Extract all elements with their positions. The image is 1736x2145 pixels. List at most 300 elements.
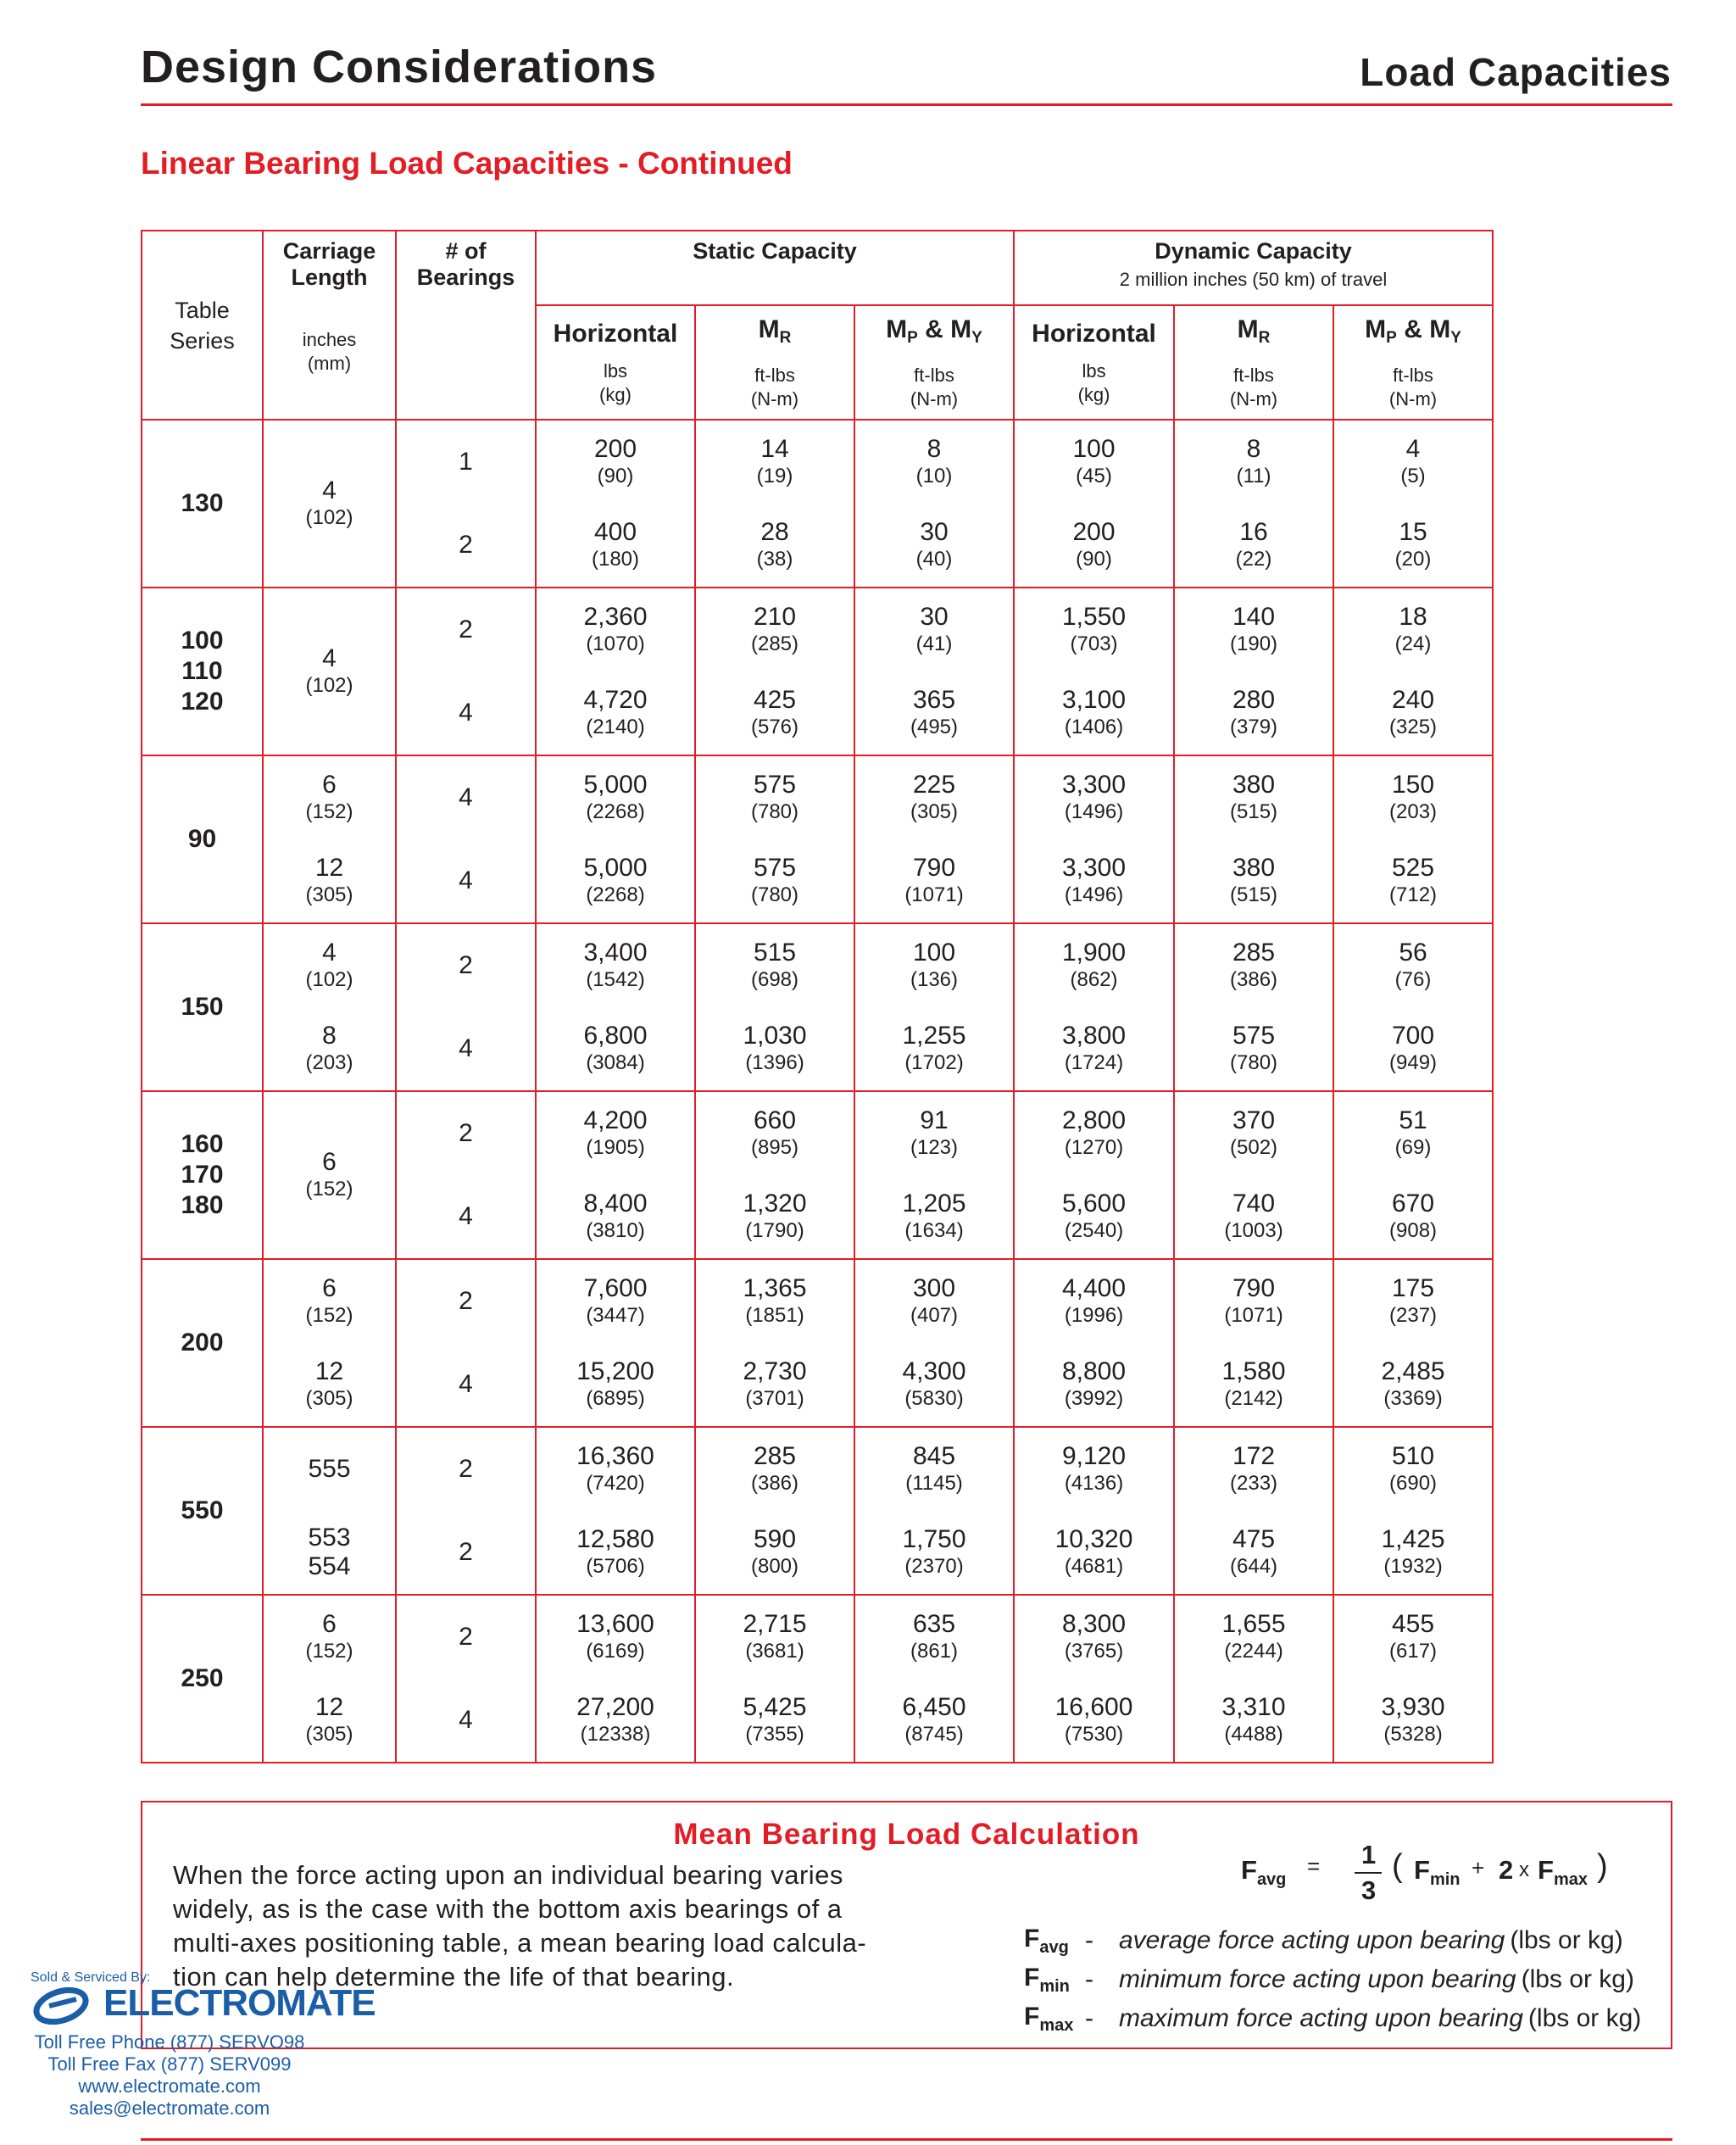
capacity-value: [855, 1343, 1013, 1426]
capacity-metric: (690): [1389, 1472, 1438, 1495]
capacity-imperial: 700: [1391, 1022, 1435, 1050]
capacity-imperial: 6,800: [583, 1022, 648, 1050]
capacity-imperial: 4,300: [902, 1357, 966, 1385]
capacity-imperial: 1,655: [1221, 1610, 1286, 1638]
carriage-inches: 553: [308, 1524, 351, 1552]
carriage-inches: 6: [322, 1610, 337, 1638]
capacity-value: [1334, 924, 1492, 1007]
capacity-value: [1175, 924, 1333, 1007]
calc-description: When the force acting upon an individual bearing varies widely, as is the case with the bottom axis bearings of a multi-axes positioning table, a mean bearing load calcula-tion can help determine the life of that bearing.: [173, 1860, 867, 1992]
capacity-metric: (861): [910, 1640, 959, 1663]
capacity-value: [1175, 588, 1333, 671]
capacity-value: [1175, 756, 1333, 839]
capacity-value: [1334, 1092, 1492, 1175]
capacity-value: [1334, 421, 1492, 504]
capacity-metric: (386): [750, 1472, 799, 1495]
capacity-imperial: 200: [593, 435, 637, 463]
capacity-metric: (1396): [745, 1051, 804, 1074]
capacity-metric: (3084): [586, 1051, 645, 1074]
dynamic-mpmy-cell: [1333, 1259, 1493, 1427]
capacity-metric: (407): [910, 1304, 959, 1327]
capacity-metric: (6895): [586, 1387, 645, 1410]
static-mr-cell: [695, 420, 854, 588]
capacity-metric: (780): [750, 883, 799, 906]
capacity-metric: (41): [915, 632, 953, 655]
capacity-imperial: 2,715: [743, 1610, 807, 1638]
capacity-metric: (123): [910, 1136, 959, 1159]
capacity-value: [1015, 1596, 1173, 1679]
capacity-value: [537, 1596, 694, 1679]
dynamic-horizontal-cell: [1014, 1259, 1174, 1427]
header-static-mr: [695, 305, 854, 420]
capacity-metric: (644): [1230, 1555, 1278, 1578]
bearing-count: 2: [459, 951, 473, 979]
capacity-value: [537, 588, 694, 671]
capacity-metric: (1634): [904, 1219, 964, 1242]
static-horizontal-cell: [536, 1259, 695, 1427]
capacity-metric: (1406): [1064, 716, 1124, 738]
capacity-imperial: 15,200: [576, 1357, 654, 1385]
capacity-imperial: 380: [1232, 771, 1276, 799]
header-horizontal-label: Horizontal: [1032, 319, 1156, 348]
capacity-value: [855, 671, 1013, 755]
capacity-value: [1175, 504, 1333, 587]
static-mr-cell: [695, 1091, 854, 1259]
capacity-imperial: 660: [753, 1106, 797, 1134]
definition-dash: -: [1085, 1926, 1093, 1954]
header-unit-nm: (N-m): [1388, 387, 1438, 410]
capacity-value: [1015, 1260, 1173, 1343]
bearing-count: 1: [459, 448, 473, 476]
capacity-metric: (2540): [1064, 1219, 1124, 1242]
capacity-metric: (1724): [1064, 1051, 1124, 1074]
capacity-imperial: 5,425: [743, 1693, 807, 1721]
header-table-series: [142, 231, 263, 420]
capacity-metric: (10): [915, 465, 953, 488]
definition-text: maximum force acting upon bearing: [1119, 2004, 1523, 2032]
static-mpmy-cell: [854, 1091, 1014, 1259]
capacity-metric: (6169): [586, 1640, 645, 1663]
header-unit-kg: (kg): [1077, 383, 1110, 405]
header-carriage-line2: Length: [291, 265, 368, 290]
carriage-length-cell: [263, 588, 396, 755]
formula-lparen: (: [1392, 1848, 1403, 1884]
series-label: 200: [181, 1329, 224, 1357]
static-mpmy-cell: [854, 1259, 1014, 1427]
capacity-imperial: 1,365: [743, 1274, 807, 1302]
capacity-value: [696, 421, 854, 504]
table-group-row: [142, 588, 1493, 755]
capacity-imperial: 790: [1232, 1274, 1276, 1302]
capacity-imperial: 14: [760, 435, 789, 463]
capacity-value: [696, 1343, 854, 1426]
capacity-imperial: 590: [753, 1525, 797, 1553]
table-section-heading: Linear Bearing Load Capacities - Continued: [141, 146, 793, 181]
dynamic-horizontal-cell: [1014, 1091, 1174, 1259]
capacity-imperial: 30: [920, 603, 949, 631]
electromate-logo: ELECTROMATE: [103, 1982, 376, 2024]
header-carriage-length: [263, 231, 396, 420]
capacity-value: [1175, 1007, 1333, 1090]
header-dynamic-note: 2 million inches (50 km) of travel: [1119, 269, 1388, 290]
static-horizontal-cell: [536, 923, 695, 1091]
capacity-metric: (1003): [1224, 1219, 1283, 1242]
capacity-imperial: 2,730: [743, 1357, 807, 1385]
capacity-value: [855, 1007, 1013, 1090]
capacity-value: [537, 1007, 694, 1090]
bearings-cell: [396, 1091, 536, 1259]
bearing-count: 2: [459, 1287, 473, 1315]
capacity-imperial: 285: [1232, 939, 1276, 967]
capacity-imperial: 1,425: [1381, 1525, 1445, 1553]
load-capacity-table-container: [141, 230, 1494, 1763]
capacity-value: [855, 756, 1013, 839]
header-unit-ftlbs: ft-lbs: [1393, 364, 1433, 386]
capacity-imperial: 56: [1399, 939, 1427, 967]
capacity-imperial: 525: [1391, 854, 1435, 882]
capacity-metric: (800): [750, 1555, 799, 1578]
series-cell: [142, 1259, 263, 1427]
capacity-metric: (180): [591, 548, 640, 571]
series-label: 90: [187, 825, 217, 853]
bearings-cell: [396, 1259, 536, 1427]
capacity-metric: (7420): [586, 1472, 645, 1495]
formula-equals: =: [1307, 1853, 1321, 1879]
series-label: 110: [181, 657, 223, 685]
capacity-imperial: 575: [1232, 1022, 1276, 1050]
capacity-metric: (5328): [1383, 1723, 1443, 1746]
table-group-row: [142, 1427, 1493, 1595]
capacity-metric: (7355): [745, 1723, 804, 1746]
carriage-length-cell: [263, 1427, 396, 1595]
capacity-value: [696, 1511, 854, 1594]
capacity-imperial: 515: [753, 939, 797, 967]
header-carriage-unit-in: inches: [302, 329, 357, 350]
header-unit-ftlbs: ft-lbs: [1233, 364, 1274, 386]
capacity-value: [1334, 1343, 1492, 1426]
capacity-value: [537, 756, 694, 839]
capacity-value: [696, 1175, 854, 1258]
series-label: 100: [181, 627, 224, 655]
capacity-imperial: 100: [1072, 435, 1116, 463]
header-static-mpmy: [854, 305, 1014, 420]
carriage-inches: 554: [308, 1552, 351, 1580]
formula-favg: $F_{avg}$: [1241, 1855, 1287, 1890]
carriage-inches: 12: [314, 854, 344, 882]
static-mpmy-cell: [854, 1427, 1014, 1595]
capacity-metric: (1996): [1064, 1304, 1124, 1327]
capacity-metric: (5): [1400, 465, 1426, 488]
capacity-value: [1175, 1343, 1333, 1426]
capacity-imperial: 1,550: [1061, 603, 1127, 631]
capacity-imperial: 6,450: [902, 1693, 966, 1721]
bearing-count: 4: [459, 1202, 473, 1230]
capacity-value: [1334, 1511, 1492, 1594]
dynamic-mr-cell: [1174, 923, 1333, 1091]
header-dynamic-label: Dynamic Capacity: [1155, 238, 1352, 264]
capacity-imperial: 300: [912, 1274, 956, 1302]
definition-text: average force acting upon bearing: [1119, 1926, 1505, 1954]
capacity-imperial: 635: [912, 1610, 956, 1638]
capacity-metric: (5830): [904, 1387, 964, 1410]
carriage-length-cell: [263, 755, 396, 923]
dynamic-mpmy-cell: [1333, 755, 1493, 923]
capacity-value: [696, 588, 854, 671]
capacity-metric: (305): [910, 800, 959, 823]
capacity-imperial: 5,600: [1061, 1190, 1127, 1217]
bearing-count: 2: [459, 1623, 473, 1651]
website-link[interactable]: www.electromate.com: [78, 2075, 261, 2097]
capacity-metric: (22): [1235, 548, 1272, 571]
capacity-metric: (1070): [586, 632, 645, 655]
capacity-metric: (90): [597, 465, 634, 488]
header-series-line1: Table: [175, 297, 230, 323]
capacity-metric: (495): [910, 716, 959, 738]
dynamic-mr-cell: [1174, 755, 1333, 923]
capacity-value: [1175, 839, 1333, 922]
header-unit-ftlbs: ft-lbs: [914, 364, 954, 386]
table-body: [142, 420, 1493, 1763]
capacity-value: [537, 1260, 694, 1343]
table-group-row: [142, 1595, 1493, 1763]
series-label: 160: [181, 1130, 224, 1158]
capacity-imperial: 400: [593, 518, 637, 546]
capacity-imperial: 790: [912, 854, 956, 882]
capacity-imperial: 91: [920, 1106, 949, 1134]
capacity-metric: (2244): [1224, 1640, 1283, 1663]
capacity-imperial: 28: [760, 518, 789, 546]
capacity-metric: (11): [1236, 465, 1271, 488]
capacity-value: [537, 1428, 694, 1511]
capacity-value: [1015, 1007, 1173, 1090]
capacity-metric: (3681): [745, 1640, 804, 1663]
formula-fmin: $F_{min}$: [1414, 1855, 1461, 1890]
capacity-value: [855, 1260, 1013, 1343]
capacity-value: [696, 756, 854, 839]
definition-unit: (lbs or kg): [1521, 1965, 1634, 1993]
static-mr-cell: [695, 923, 854, 1091]
capacity-imperial: 1,205: [902, 1190, 966, 1217]
capacity-value: [696, 1007, 854, 1090]
series-cell: [142, 588, 263, 755]
capacity-value: [537, 1511, 694, 1594]
capacity-imperial: 7,600: [583, 1274, 648, 1302]
capacity-metric: (1702): [904, 1051, 964, 1074]
header-mr-label: $M_R$: [758, 315, 792, 347]
carriage-mm: (152): [305, 1640, 353, 1663]
capacity-metric: (1270): [1064, 1136, 1124, 1159]
capacity-imperial: 10,320: [1054, 1525, 1133, 1553]
capacity-value: [855, 421, 1013, 504]
capacity-metric: (325): [1389, 716, 1438, 738]
definition-symbol: $F_{max}$: [1024, 2002, 1074, 2035]
capacity-value: [537, 924, 694, 1007]
series-cell: [142, 1595, 263, 1763]
carriage-mm: (305): [305, 883, 353, 906]
series-cell: [142, 1091, 263, 1259]
dynamic-horizontal-cell: [1014, 588, 1174, 755]
dynamic-mr-cell: [1174, 1427, 1333, 1595]
dynamic-mpmy-cell: [1333, 1091, 1493, 1259]
capacity-imperial: 3,300: [1061, 771, 1127, 799]
carriage-length-entry: [264, 1260, 395, 1343]
capacity-metric: (2140): [586, 716, 645, 738]
capacity-metric: (712): [1389, 883, 1438, 906]
capacity-value: [855, 1428, 1013, 1511]
capacity-metric: (285): [750, 632, 799, 655]
definition-symbol: $F_{min}$: [1024, 1963, 1070, 1996]
carriage-length-cell: [263, 420, 396, 588]
toll-free-phone: Toll Free Phone (877) SERVO98: [34, 2031, 305, 2053]
capacity-value: [537, 839, 694, 922]
capacity-imperial: 2,360: [583, 603, 648, 631]
capacity-imperial: 1,580: [1221, 1357, 1286, 1385]
series-label: 120: [181, 688, 224, 716]
capacity-metric: (40): [915, 548, 953, 571]
capacity-metric: (45): [1076, 465, 1112, 488]
static-mr-cell: [695, 755, 854, 923]
capacity-metric: (949): [1389, 1051, 1438, 1074]
bearings-cell: [396, 420, 536, 588]
capacity-metric: (2268): [586, 800, 645, 823]
bearings-cell: [396, 923, 536, 1091]
load-capacity-table: [141, 230, 1494, 1763]
bearings-cell: [396, 1595, 536, 1763]
capacity-value: [1015, 421, 1173, 504]
capacity-metric: (12338): [580, 1723, 651, 1746]
bearing-count: 4: [459, 1034, 473, 1062]
dynamic-mr-cell: [1174, 1259, 1333, 1427]
capacity-imperial: 8: [1246, 435, 1261, 463]
capacity-metric: (1851): [745, 1304, 804, 1327]
dynamic-mpmy-cell: [1333, 1595, 1493, 1763]
capacity-imperial: 280: [1232, 686, 1276, 714]
capacity-imperial: 4: [1405, 435, 1421, 463]
capacity-imperial: 3,400: [583, 939, 648, 967]
capacity-value: [537, 421, 694, 504]
capacity-imperial: 100: [912, 939, 956, 967]
table-group-row: [142, 1259, 1493, 1427]
capacity-metric: (1542): [586, 968, 645, 991]
header-unit-nm: (N-m): [1229, 387, 1278, 410]
capacity-imperial: 2,485: [1381, 1357, 1445, 1385]
capacity-value: [1334, 1428, 1492, 1511]
capacity-value: [696, 1428, 854, 1511]
capacity-value: [1015, 1428, 1173, 1511]
capacity-value: [855, 839, 1013, 922]
capacity-metric: (3447): [586, 1304, 645, 1327]
dynamic-mr-cell: [1174, 1595, 1333, 1763]
carriage-length-cell: [263, 923, 396, 1091]
header-bearings-line1: # of: [445, 238, 487, 264]
page-section-title: Load Capacities: [1360, 50, 1672, 94]
footer-divider: [141, 2138, 1672, 2141]
header-carriage-line1: Carriage: [282, 238, 376, 264]
capacity-metric: (233): [1230, 1472, 1278, 1495]
capacity-imperial: 845: [912, 1442, 956, 1470]
dynamic-horizontal-cell: [1014, 1595, 1174, 1763]
capacity-metric: (136): [910, 968, 959, 991]
capacity-imperial: 18: [1399, 603, 1427, 631]
capacity-metric: (203): [1389, 800, 1438, 823]
capacity-value: [855, 588, 1013, 671]
bearings-cell: [396, 588, 536, 755]
capacity-imperial: 1,750: [902, 1525, 966, 1553]
header-unit-kg: (kg): [599, 383, 632, 405]
definition-unit: (lbs or kg): [1510, 1926, 1623, 1954]
capacity-metric: (237): [1389, 1304, 1438, 1327]
series-label: 130: [181, 489, 224, 517]
static-horizontal-cell: [536, 1595, 695, 1763]
dynamic-mpmy-cell: [1333, 923, 1493, 1091]
static-mpmy-cell: [854, 755, 1014, 923]
carriage-inches: 6: [322, 771, 337, 799]
capacity-value: [855, 504, 1013, 587]
static-mr-cell: [695, 1259, 854, 1427]
capacity-metric: (3701): [745, 1387, 804, 1410]
capacity-value: [1334, 504, 1492, 587]
header-carriage-unit-mm: (mm): [307, 353, 352, 374]
capacity-imperial: 13,600: [576, 1610, 654, 1638]
capacity-value: [1015, 1175, 1173, 1258]
capacity-value: [1334, 671, 1492, 755]
capacity-metric: (5706): [586, 1555, 645, 1578]
series-cell: [142, 420, 263, 588]
static-mpmy-cell: [854, 588, 1014, 755]
formula-definitions: [1024, 1921, 1641, 2038]
carriage-length-cell: [263, 1595, 396, 1763]
bearing-count: 4: [459, 699, 473, 727]
dynamic-horizontal-cell: [1014, 1427, 1174, 1595]
capacity-metric: (2268): [586, 883, 645, 906]
capacity-metric: (7530): [1064, 1723, 1124, 1746]
capacity-imperial: 210: [753, 603, 797, 631]
capacity-metric: (1071): [904, 883, 964, 906]
carriage-mm: (305): [305, 1723, 353, 1746]
dynamic-mr-cell: [1174, 1091, 1333, 1259]
capacity-imperial: 240: [1391, 686, 1435, 714]
capacity-imperial: 365: [912, 686, 956, 714]
static-mpmy-cell: [854, 923, 1014, 1091]
capacity-value: [1175, 1428, 1333, 1511]
carriage-length-entry: [264, 1343, 395, 1426]
carriage-inches: 12: [314, 1357, 344, 1385]
capacity-metric: (19): [756, 465, 793, 488]
bearing-count: 2: [459, 531, 473, 559]
bearings-cell: [396, 755, 536, 923]
capacity-imperial: 575: [753, 854, 797, 882]
header-dynamic-mpmy: [1333, 305, 1493, 420]
email-link[interactable]: sales@electromate.com: [69, 2098, 270, 2119]
capacity-value: [855, 924, 1013, 1007]
capacity-value: [1175, 1511, 1333, 1594]
capacity-value: [537, 504, 694, 587]
capacity-imperial: 1,030: [743, 1022, 807, 1050]
carriage-length-entry: [264, 756, 395, 839]
capacity-imperial: 5,000: [583, 854, 648, 882]
capacity-imperial: 16,360: [576, 1442, 654, 1470]
capacity-metric: (576): [750, 716, 799, 738]
bearing-count: 4: [459, 1706, 473, 1734]
carriage-inches: 555: [308, 1455, 351, 1483]
definition-dash: -: [1085, 1965, 1093, 1993]
capacity-metric: (24): [1394, 632, 1432, 655]
capacity-metric: (1496): [1064, 883, 1124, 906]
capacity-imperial: 51: [1399, 1106, 1427, 1134]
capacity-metric: (4136): [1064, 1472, 1124, 1495]
carriage-mm: (203): [305, 1051, 353, 1074]
carriage-mm: (102): [305, 968, 353, 991]
